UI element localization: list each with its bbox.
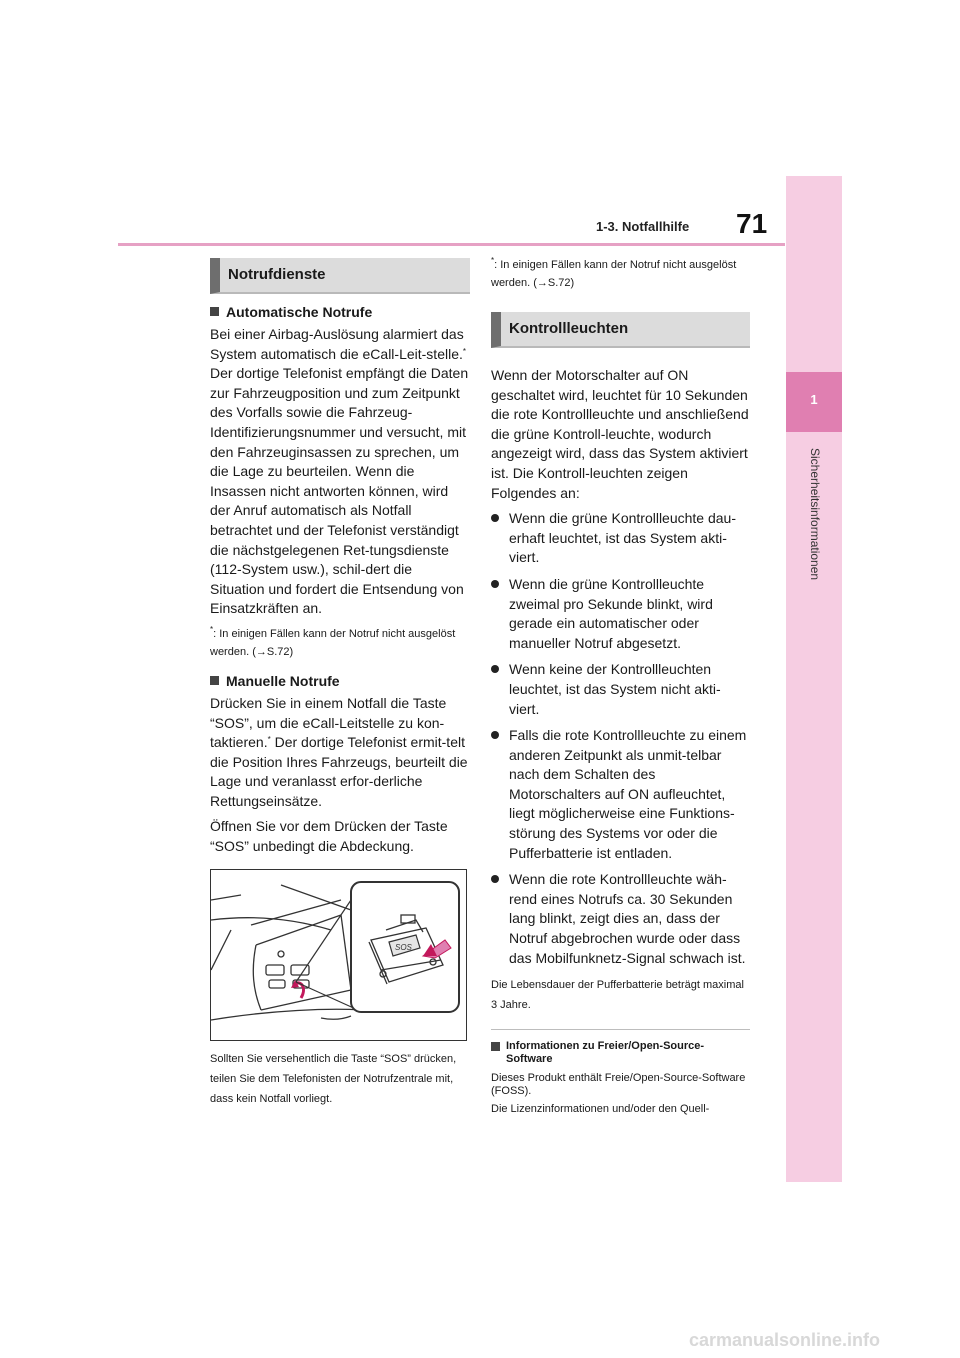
sos-button-label: SOS <box>395 942 412 952</box>
figure-caption: Sollten Sie versehentlich die Taste “SOS” drücken, teilen Sie dem Telefonisten der Notrufzentrale mit, dass kein Notfall vorliegt. <box>210 1052 457 1105</box>
list-item <box>491 575 750 653</box>
list-item <box>491 509 750 568</box>
square-bullet-icon <box>210 307 219 316</box>
notrufdienste-heading: Notrufdienste <box>210 258 470 294</box>
manual-section <box>210 673 470 857</box>
foss-heading <box>491 1040 750 1066</box>
foss-text-1: Dieses Produkt enthält Freie/Open-Source-Software (FOSS). <box>491 1072 746 1098</box>
auto-body <box>210 325 470 619</box>
kontrollleuchten-heading: Kontrollleuchten <box>491 312 750 348</box>
divider <box>491 1029 750 1030</box>
sos-button-illustration <box>210 869 467 1041</box>
auto-footnote-text: : In einigen Fällen kann der Notruf nicht ausgelöst werden. (→S.72) <box>210 627 456 658</box>
list-item-text: Wenn die grüne Kontrollleuchte dau-erhaft leuchtet, ist das System akti-viert. <box>509 510 737 566</box>
manual-text-2: Der dortige Telefonist ermit-telt die Position Ihres Fahrzeugs, beurteilt die Lage und veranlasst erfor-derliche Rettungseinsätze. <box>210 734 468 809</box>
footnote-mark: * <box>267 735 271 745</box>
bullet-dot-icon <box>491 875 499 883</box>
chapter-number: 1 <box>810 392 818 407</box>
indicator-list <box>491 509 750 968</box>
square-bullet-icon <box>491 1042 500 1051</box>
list-item-text: Wenn die rote Kontrollleuchte wäh-rend eines Notrufs ca. 30 Sekunden lang blinkt, zeigt dies an, dass der Notruf abgebrochen wurde oder dass das Mobilfunknetz-Signal schwach ist. <box>509 871 746 966</box>
left-column <box>210 258 470 1109</box>
chapter-side-tab <box>786 176 842 1182</box>
auto-title-text: Automatische Notrufe <box>226 304 373 320</box>
list-item <box>491 660 750 719</box>
right-footnote <box>491 256 750 292</box>
overhead-console-drawing <box>211 870 466 1040</box>
manual-title-text: Manuelle Notrufe <box>226 672 340 689</box>
footnote-mark: * <box>491 256 495 265</box>
auto-footnote <box>210 625 470 661</box>
square-bullet-icon <box>210 676 219 685</box>
foss-text-2: Die Lizenzinformationen und/oder den Quell- <box>491 1103 710 1116</box>
section-name: 1-3. Notfallhilfe <box>596 219 690 234</box>
foss-title-text: Informationen zu Freier/Open-Source-Software <box>506 1040 705 1066</box>
page-number: 71 <box>736 208 768 239</box>
list-item <box>491 870 750 968</box>
footnote-mark: * <box>462 346 467 356</box>
list-item <box>491 726 750 863</box>
right-footnote-text: : In einigen Fällen kann der Notruf nicht ausgelöst werden. (→S.72) <box>491 259 737 289</box>
auto-title <box>210 304 470 320</box>
header-rule <box>118 243 785 246</box>
indicator-intro: Wenn der Motorschalter auf ON geschaltet wird, leuchtet für 10 Sekunden die rote Kontrollleuchte und anschließend die grüne Kontroll-leuchte, wodurch angezeigt wird, dass das System aktiviert ist. Die Kontroll-leuchten zeigen Folgendes an: <box>491 367 749 501</box>
auto-text-1: Bei einer Airbag-Auslösung alarmiert das System automatisch die eCall-Leit-stelle. <box>210 326 464 362</box>
auto-text-2: Der dortige Telefonist empfängt die Daten zur Fahrzeugposition und zum Zeitpunkt des Vorfalls sowie die Fahrzeug-Identifizierungsnummer und versucht, mit den Fahrzeuginsassen zu sprechen, um die Lage zu beurteilen. Wenn die Insassen nicht antworten können, wird der Anruf automatisch als Notfall betrachtet und der Telefonist verständigt die nächstgelegenen Ret-tungsdienste (112-System usw.), schil-dert die Situation und fordert die Entsendung von Einsatzkräften an. <box>210 365 469 617</box>
list-item-text: Falls die rote Kontrollleuchte zu einem anderen Zeitpunkt als unmit-telbar nach dem Schalten des Motorschalters auf ON aufleuchtet, liegt möglicherweise eine Funktions-störung des Systems vor oder die Pufferbatterie ist entladen. <box>509 727 747 861</box>
battery-note: Die Lebensdauer der Pufferbatterie beträgt maximal 3 Jahre. <box>491 979 744 1012</box>
manual-body <box>210 694 470 812</box>
chapter-title: Sicherheitsinformationen <box>808 448 822 581</box>
bullet-dot-icon <box>491 731 499 739</box>
list-item-text: Wenn keine der Kontrollleuchten leuchtet, ist das System nicht akti-viert. <box>509 661 721 717</box>
list-item-text: Wenn die grüne Kontrollleuchte zweimal pro Sekunde blinkt, wird gerade ein automatischer oder manueller Notruf abgesetzt. <box>509 575 713 651</box>
bullet-dot-icon <box>491 580 499 588</box>
watermark: carmanualsonline.info <box>689 1330 881 1350</box>
bullet-dot-icon <box>491 514 499 522</box>
footnote-mark: * <box>210 624 214 634</box>
manual-text-1: Drücken Sie in einem Notfall die Taste “SOS”, um die eCall-Leitstelle zu kon-taktieren. <box>210 694 447 751</box>
manual-title <box>210 673 470 689</box>
right-column <box>491 256 750 1121</box>
auto-section <box>210 304 470 661</box>
manual-cover-text: Öffnen Sie vor dem Drücken der Taste “SOS” unbedingt die Abdeckung. <box>210 818 448 855</box>
bullet-dot-icon <box>491 665 499 673</box>
